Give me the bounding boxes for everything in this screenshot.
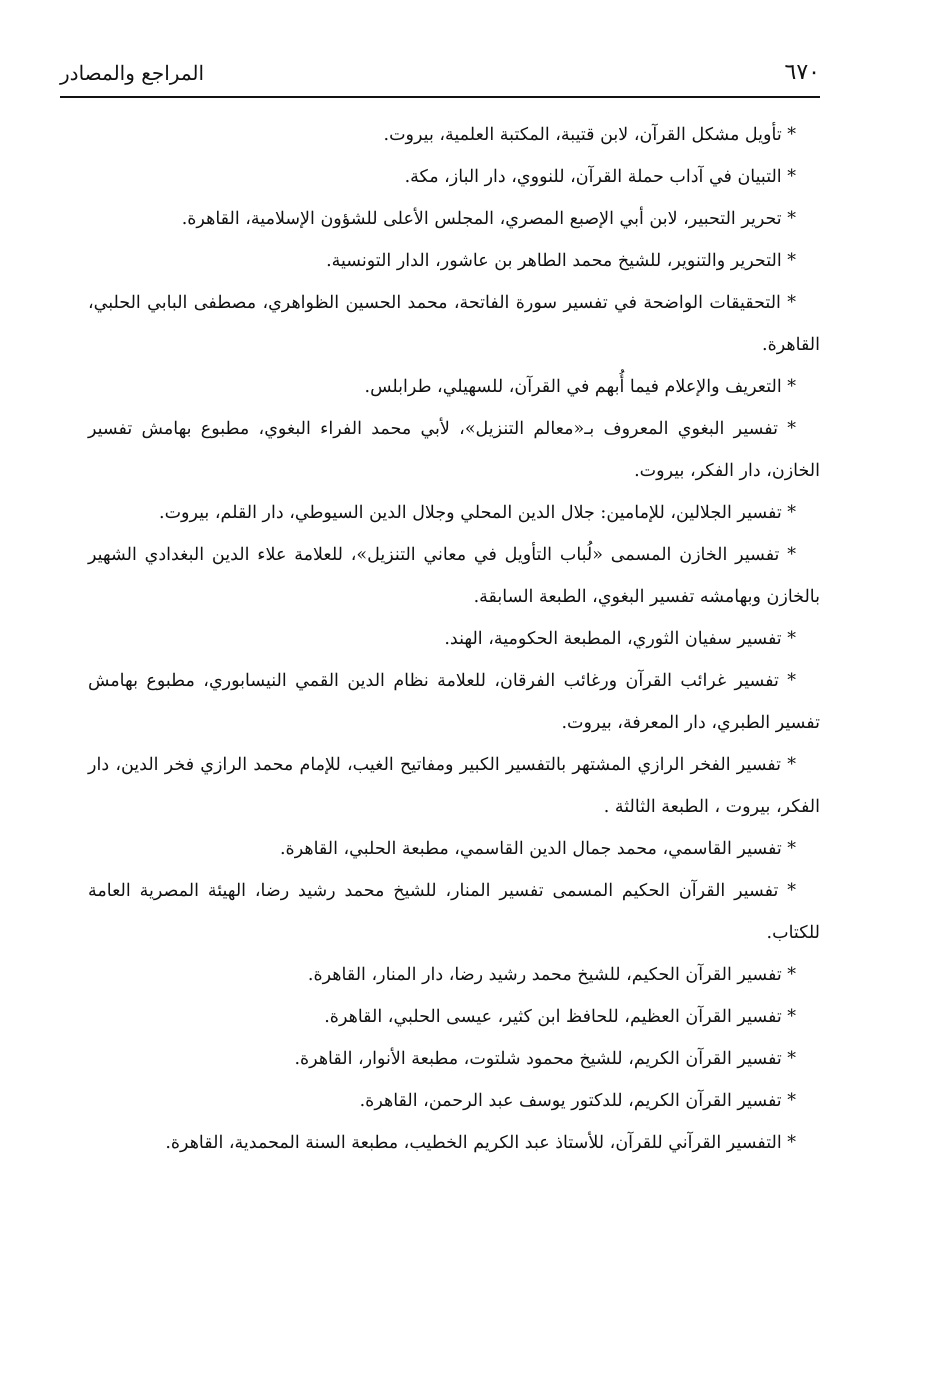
reference-entry: * تفسير سفيان الثوري، المطبعة الحكومية، الهند. bbox=[444, 629, 796, 649]
reference-entry: * تفسير غرائب القرآن ورغائب الفرقان، للعلامة نظام الدين القمي النيسابوري، مطبوع بهامش تفسير الطبري، دار المعرفة، بيروت. bbox=[88, 671, 820, 733]
page-header bbox=[60, 58, 820, 94]
reference-entry: * تفسير القاسمي، محمد جمال الدين القاسمي، مطبعة الحلبي، القاهرة. bbox=[279, 839, 796, 859]
reference-entry: * تفسير البغوي المعروف بـ«معالم التنزيل»، لأبي محمد الفراء البغوي، مطبوع بهامش تفسير الخازن، دار الفكر، بيروت. bbox=[88, 419, 820, 481]
reference-entry: * التفسير القرآني للقرآن، للأستاذ عبد الكريم الخطيب، مطبعة السنة المحمدية، القاهرة. bbox=[165, 1133, 796, 1153]
reference-entry: * تأويل مشكل القرآن، لابن قتيبة، المكتبة العلمية، بيروت. bbox=[383, 125, 796, 145]
reference-entry: * التعريف والإعلام فيما أُبهم في القرآن، للسهيلي، طرابلس. bbox=[364, 377, 796, 397]
reference-entry: * تفسير الخازن المسمى «لُباب التأويل في معاني التنزيل»، للعلامة علاء الدين البغدادي الشهير بالخازن وبهامشه تفسير البغوي، الطبعة السابقة. bbox=[88, 545, 820, 607]
reference-entry: * تحرير التحبير، لابن أبي الإصبع المصري، المجلس الأعلى للشؤون الإسلامية، القاهرة. bbox=[181, 209, 796, 229]
reference-entry: * التحرير والتنوير، للشيخ محمد الطاهر بن عاشور، الدار التونسية. bbox=[326, 251, 796, 271]
reference-entry: * التحقيقات الواضحة في تفسير سورة الفاتحة، محمد الحسين الظواهري، مصطفى البابي الحلبي، القاهرة. bbox=[88, 293, 820, 355]
reference-entry: * تفسير الفخر الرازي المشتهر بالتفسير الكبير ومفاتيح الغيب، للإمام محمد الرازي فخر الدين، دار الفكر، بيروت ، الطبعة الثالثة . bbox=[88, 755, 820, 817]
references-list bbox=[88, 114, 820, 1164]
reference-entry: * التبيان في آداب حملة القرآن، للنووي، دار الباز، مكة. bbox=[404, 167, 796, 187]
page-number: ٦٧٠ bbox=[784, 60, 820, 85]
reference-entry: * تفسير القرآن العظيم، للحافظ ابن كثير، عيسى الحلبي، القاهرة. bbox=[324, 1007, 796, 1027]
reference-entry: * تفسير القرآن الكريم، للشيخ محمود شلتوت، مطبعة الأنوار، القاهرة. bbox=[294, 1049, 796, 1069]
reference-entry: * تفسير الجلالين، للإمامين: جلال الدين المحلي وجلال الدين السيوطي، دار القلم، بيروت. bbox=[159, 503, 796, 523]
reference-entry: * تفسير القرآن الحكيم المسمى تفسير المنار، للشيخ محمد رشيد رضا، الهيئة المصرية العامة للكتاب. bbox=[88, 881, 820, 943]
header-rule bbox=[60, 96, 820, 98]
running-title: المراجع والمصادر bbox=[60, 61, 205, 85]
reference-entry: * تفسير القرآن الكريم، للدكتور يوسف عبد الرحمن، القاهرة. bbox=[359, 1091, 796, 1111]
reference-entry: * تفسير القرآن الحكيم، للشيخ محمد رشيد رضا، دار المنار، القاهرة. bbox=[307, 965, 796, 985]
